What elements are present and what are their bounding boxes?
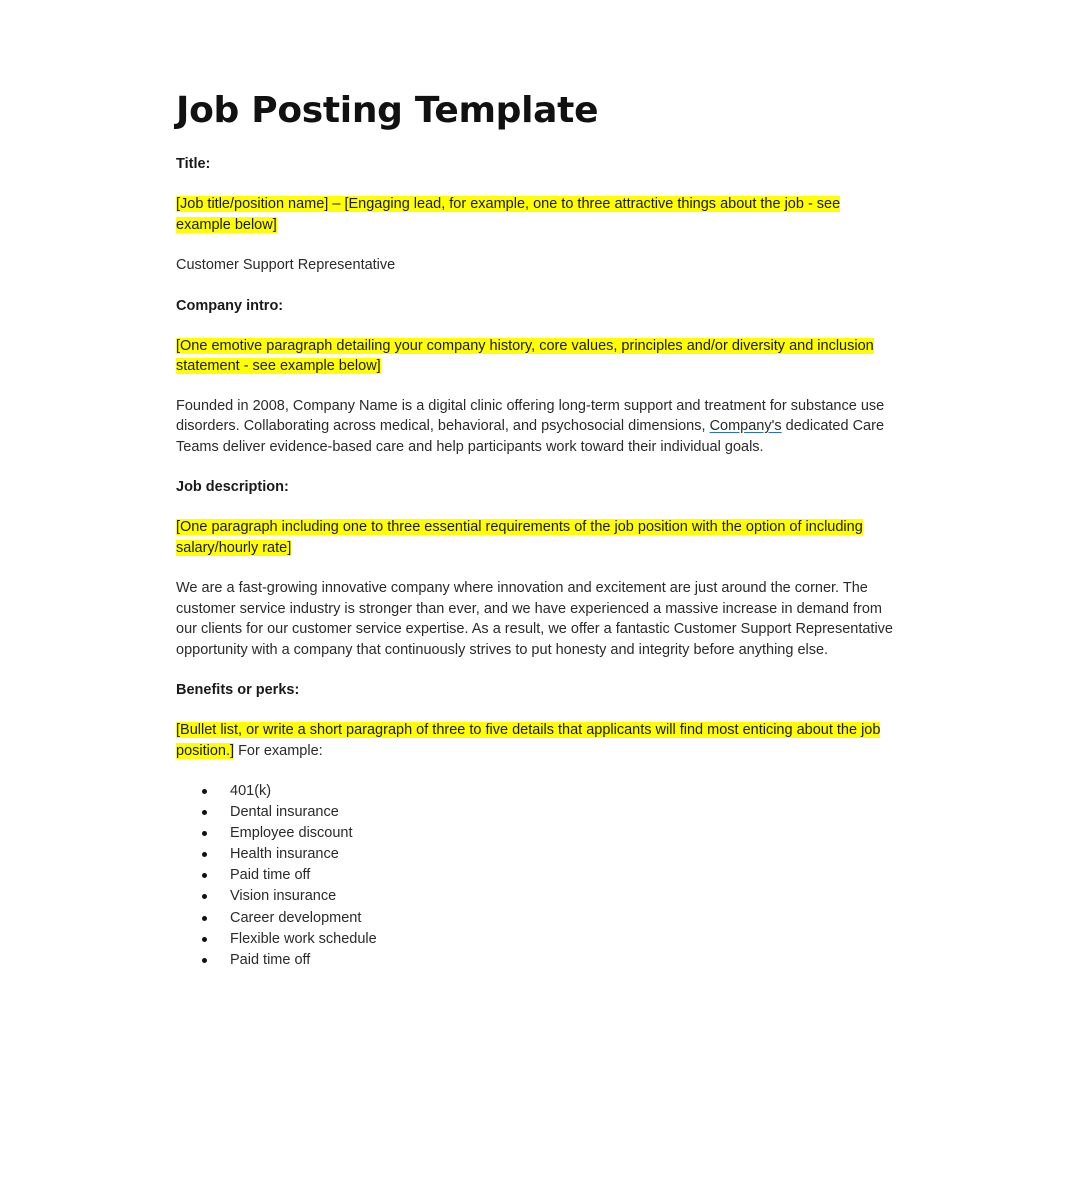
benefit-label: Dental insurance (230, 804, 339, 821)
benefit-label: Career development (230, 909, 362, 926)
company-intro-placeholder-paragraph (176, 336, 896, 377)
title-placeholder-highlight: [Job title/position name] – [Engaging lead, for example, one to three attractive things about the job - see example below] (176, 196, 841, 233)
company-intro-placeholder-highlight: [One emotive paragraph detailing your company history, core values, principles and/or diversity and inclusion statement - see example below] (176, 337, 874, 374)
bullet-icon (202, 894, 207, 899)
bullet-icon (202, 958, 207, 963)
job-description-placeholder-highlight: [One paragraph including one to three essential requirements of the job position with the option of including salary/hourly rate] (176, 519, 863, 556)
company-intro-label: Company intro: (176, 297, 284, 314)
job-description-example: We are a fast-growing innovative company where innovation and excitement are just around the corner. The customer service industry is stronger than ever, and we have experienced a massive increase in demand from our clients for our customer service expertise. As a result, we offer a fantastic Customer Support Representative opportunity with a company that continuously strives to put honesty and integrity before anything else. (176, 580, 893, 658)
document-title: Job Posting Template (176, 90, 599, 131)
company-intro-example (176, 396, 896, 458)
company-intro-example-part2: dedicated Care Teams deliver evidence-based care and help participants work toward their individual goals. (176, 418, 885, 455)
bullet-icon (202, 831, 207, 836)
benefits-placeholder-highlight: [Bullet list, or write a short paragraph of three to five details that applicants will find most enticing about the job position.] (176, 722, 881, 759)
list-item (202, 823, 896, 844)
document-page (176, 88, 896, 971)
benefit-label: 401(k) (230, 783, 272, 799)
title-placeholder-paragraph (176, 194, 896, 235)
benefit-label: Paid time off (230, 867, 311, 884)
benefits-list (176, 781, 896, 971)
list-item (202, 802, 896, 823)
bullet-icon (202, 852, 207, 857)
list-item (202, 908, 896, 929)
benefit-label: Paid time off (230, 951, 311, 968)
bullet-icon (202, 810, 207, 815)
list-item (202, 865, 896, 886)
company-name-spellcheck-word: Company's (709, 418, 782, 434)
bullet-icon (202, 873, 207, 878)
list-item (202, 950, 896, 971)
job-description-label: Job description: (176, 479, 289, 495)
title-example: Customer Support Representative (176, 257, 396, 273)
list-item (202, 844, 896, 865)
benefit-label: Health insurance (230, 846, 339, 863)
bullet-icon (202, 789, 207, 794)
list-item (202, 886, 896, 907)
benefit-label: Flexible work schedule (230, 930, 377, 947)
list-item (202, 929, 896, 950)
bullet-icon (202, 937, 207, 942)
list-item (202, 781, 896, 802)
benefit-label: Vision insurance (230, 888, 337, 905)
benefits-suffix: For example: (234, 742, 323, 759)
bullet-icon (202, 916, 207, 921)
benefits-label: Benefits or perks: (176, 682, 300, 698)
benefit-label: Employee discount (230, 825, 353, 842)
job-description-placeholder-paragraph (176, 517, 896, 558)
company-intro-example-part1: Founded in 2008, Company Name is a digital clinic offering long-term support and treatment for substance use disorders. Collaborating across medical, behavioral, and psychosocial dimensions, (176, 397, 885, 434)
title-section-label: Title: (176, 156, 211, 172)
benefits-placeholder-paragraph (176, 720, 896, 761)
